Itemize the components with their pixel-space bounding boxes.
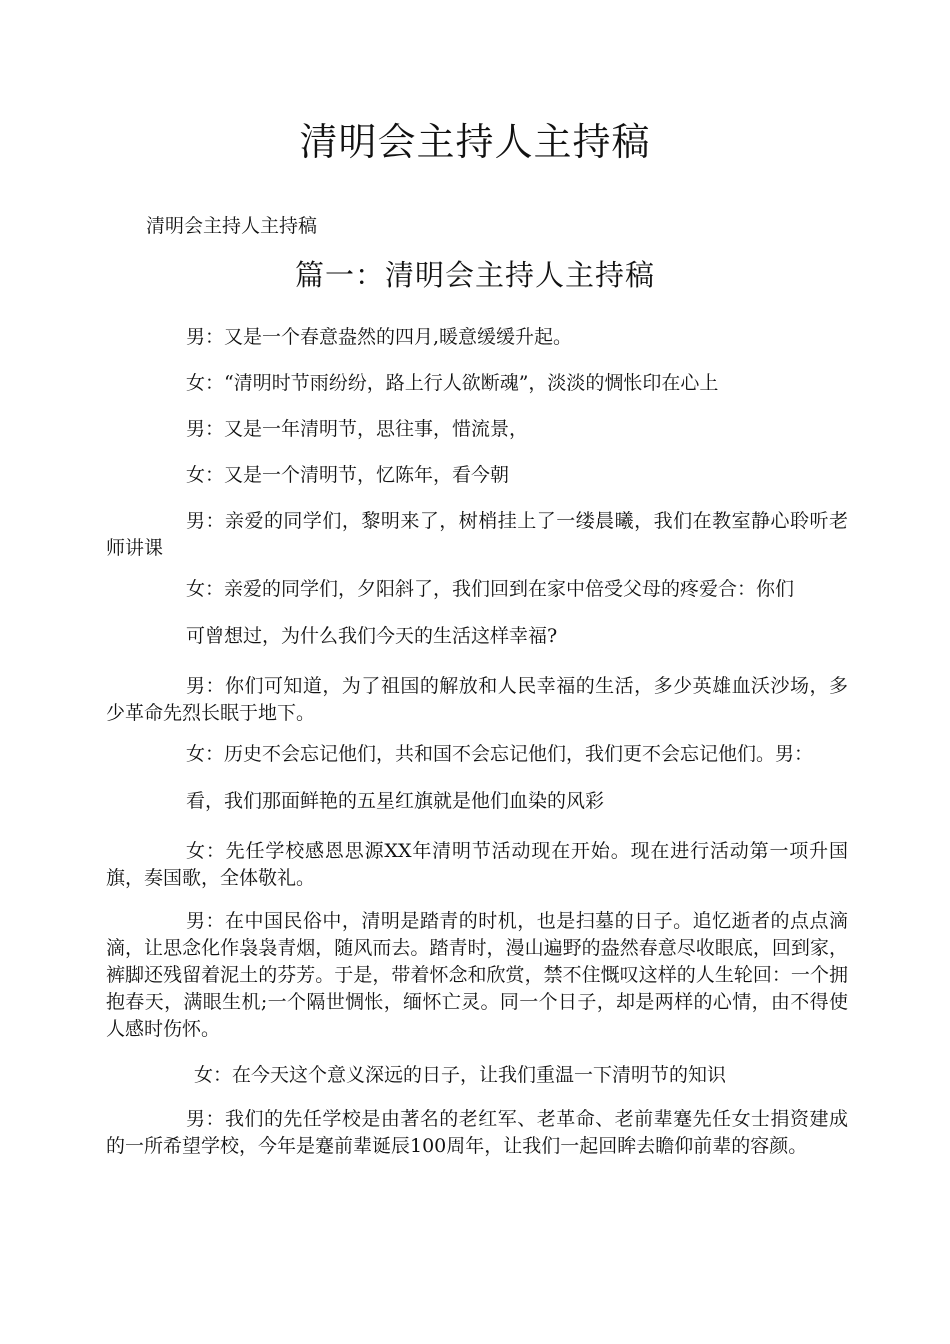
paragraph: 女：先任学校感恩思源XX年清明节活动现在开始。现在进行活动第一项升国旗，奏国歌，全体敬礼。	[106, 840, 848, 889]
paragraph: 男：我们的先任学校是由著名的老红军、老革命、老前辈蹇先任女士捐资建成的一所希望学校，今年是蹇前辈诞辰100周年，让我们一起回眸去瞻仰前辈的容颜。	[106, 1108, 848, 1157]
paragraph: 可曾想过，为什么我们今天的生活这样幸福?	[186, 625, 558, 647]
paragraph: 男：又是一个春意盎然的四月,暖意缓缓升起。	[186, 326, 573, 348]
document-subtitle: 清明会主持人主持稿	[146, 215, 318, 237]
paragraph: 女：“清明时节雨纷纷，路上行人欲断魂”，淡淡的惆怅印在心上	[186, 372, 719, 394]
paragraph: 女：又是一个清明节，忆陈年，看今朝	[186, 464, 510, 486]
paragraph: 男：亲爱的同学们，黎明来了，树梢挂上了一缕晨曦，我们在教室静心聆听老师讲课	[106, 510, 848, 559]
paragraph: 女：历史不会忘记他们，共和国不会忘记他们，我们更不会忘记他们。男：	[186, 743, 814, 765]
paragraph: 女：在今天这个意义深远的日子，让我们重温一下清明节的知识	[194, 1064, 727, 1086]
paragraph: 男：又是一年清明节，思往事，惜流景，	[186, 418, 529, 440]
paragraph: 男：你们可知道，为了祖国的解放和人民幸福的生活，多少英雄血沃沙场，多少革命先烈长眠于地下。	[106, 675, 848, 724]
paragraph: 看，我们那面鲜艳的五星红旗就是他们血染的风彩	[186, 790, 605, 812]
paragraph: 女：亲爱的同学们，夕阳斜了，我们回到在家中倍受父母的疼爱合：你们	[186, 578, 795, 600]
document-title: 清明会主持人主持稿	[299, 120, 651, 164]
paragraph: 男：在中国民俗中，清明是踏青的时机，也是扫墓的日子。追忆逝者的点点滴滴，让思念化作袅袅青烟，随风而去。踏青时，漫山遍野的盎然春意尽收眼底，回到家，裤脚还残留着泥土的芬芳。于是，带着怀念和欣赏，禁不住慨叹这样的人生轮回：一个拥抱春天，满眼生机;一个隔世惆怅，缅怀亡灵。同一个日子，却是两样的心情，由不得使人感时伤怀。	[106, 910, 848, 1040]
section-heading: 篇一：清明会主持人主持稿	[294, 258, 655, 292]
